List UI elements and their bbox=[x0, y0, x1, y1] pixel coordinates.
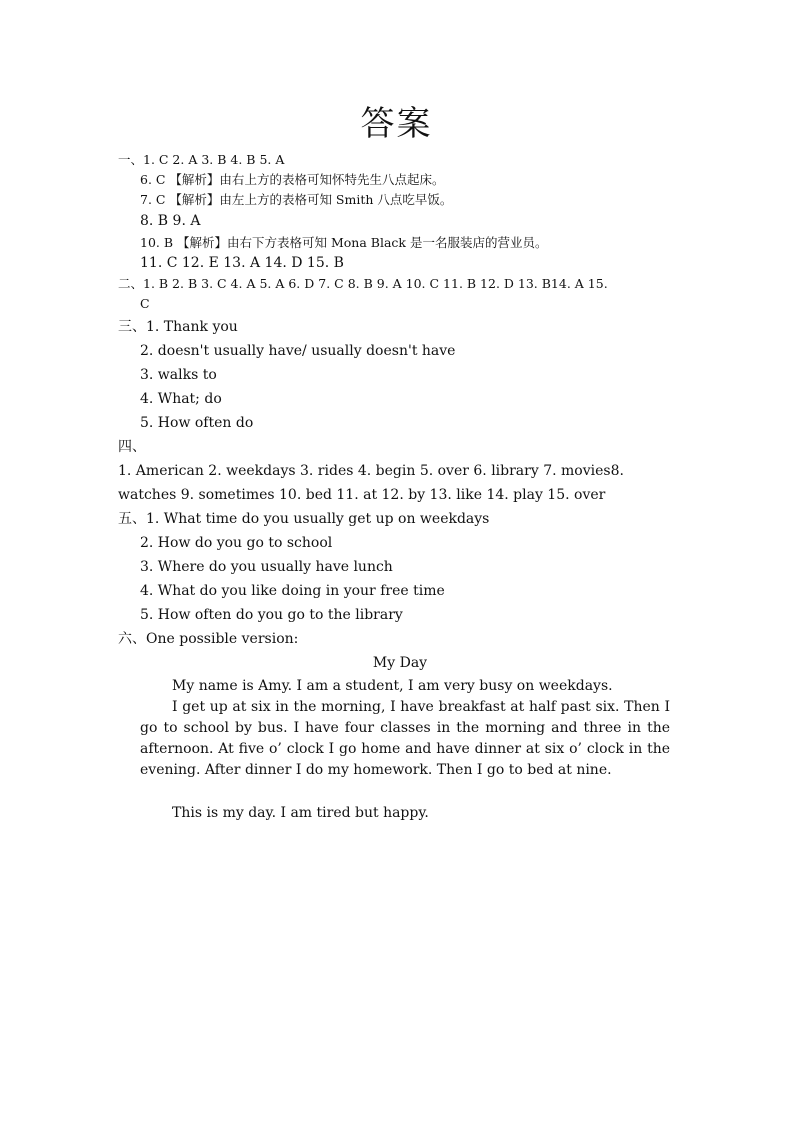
section6-heading: 六、One possible version: bbox=[118, 631, 299, 647]
section3-line1: 三、1. Thank you bbox=[118, 319, 238, 335]
essay-paragraph-3: This is my day. I am tired but happy. bbox=[172, 805, 429, 821]
section5-line3: 3. Where do you usually have lunch bbox=[140, 559, 393, 575]
page-title: 答案 bbox=[360, 104, 433, 144]
section4-heading: 四、 bbox=[118, 439, 146, 455]
section3-line3: 3. walks to bbox=[140, 367, 217, 383]
section1-line1: 一、1. C 2. A 3. B 4. B 5. A bbox=[118, 152, 285, 167]
section5-line1: 五、1. What time do you usually get up on weekdays bbox=[118, 511, 490, 527]
section3-line5: 5. How often do bbox=[140, 415, 254, 431]
section4-line2: watches 9. sometimes 10. bed 11. at 12. by 13. like 14. play 15. over bbox=[118, 487, 606, 503]
essay-paragraph-1: My name is Amy. I am a student, I am very busy on weekdays. bbox=[172, 678, 613, 694]
section3-line2: 2. doesn't usually have/ usually doesn't have bbox=[140, 343, 456, 359]
essay-paragraph-2: I get up at six in the morning, I have breakfast at half past six. Then I go to school by bus. I have four classes in the morning and three in the afternoon. At five o’ clock I go home and have dinner at six o’ clock in the evening. After dinner I do my homework. Then I go to bed at nine. bbox=[140, 699, 670, 778]
section2-line2: C bbox=[140, 296, 150, 311]
section1-line2: 6. C 【解析】由右上方的表格可知怀特先生八点起床。 bbox=[140, 172, 445, 187]
essay-title: My Day bbox=[372, 655, 428, 671]
section1-line3: 7. C 【解析】由左上方的表格可知 Smith 八点吃早饭。 bbox=[140, 192, 453, 207]
section2-line1: 二、1. B 2. B 3. C 4. A 5. A 6. D 7. C 8. B 9. A 10. C 11. B 12. D 13. B14. A 15. bbox=[118, 276, 608, 291]
section3-line4: 4. What; do bbox=[140, 391, 222, 407]
section5-line2: 2. How do you go to school bbox=[140, 535, 333, 551]
section5-line4: 4. What do you like doing in your free time bbox=[140, 583, 445, 599]
section1-line6: 11. C 12. E 13. A 14. D 15. B bbox=[140, 255, 344, 271]
section4-line1: 1. American 2. weekdays 3. rides 4. begin 5. over 6. library 7. movies8. bbox=[118, 463, 624, 479]
section1-line4: 8. B 9. A bbox=[140, 213, 201, 229]
section5-line5: 5. How often do you go to the library bbox=[140, 607, 403, 623]
section1-line5: 10. B 【解析】由右下方表格可知 Mona Black 是一名服装店的营业员。 bbox=[140, 235, 548, 250]
